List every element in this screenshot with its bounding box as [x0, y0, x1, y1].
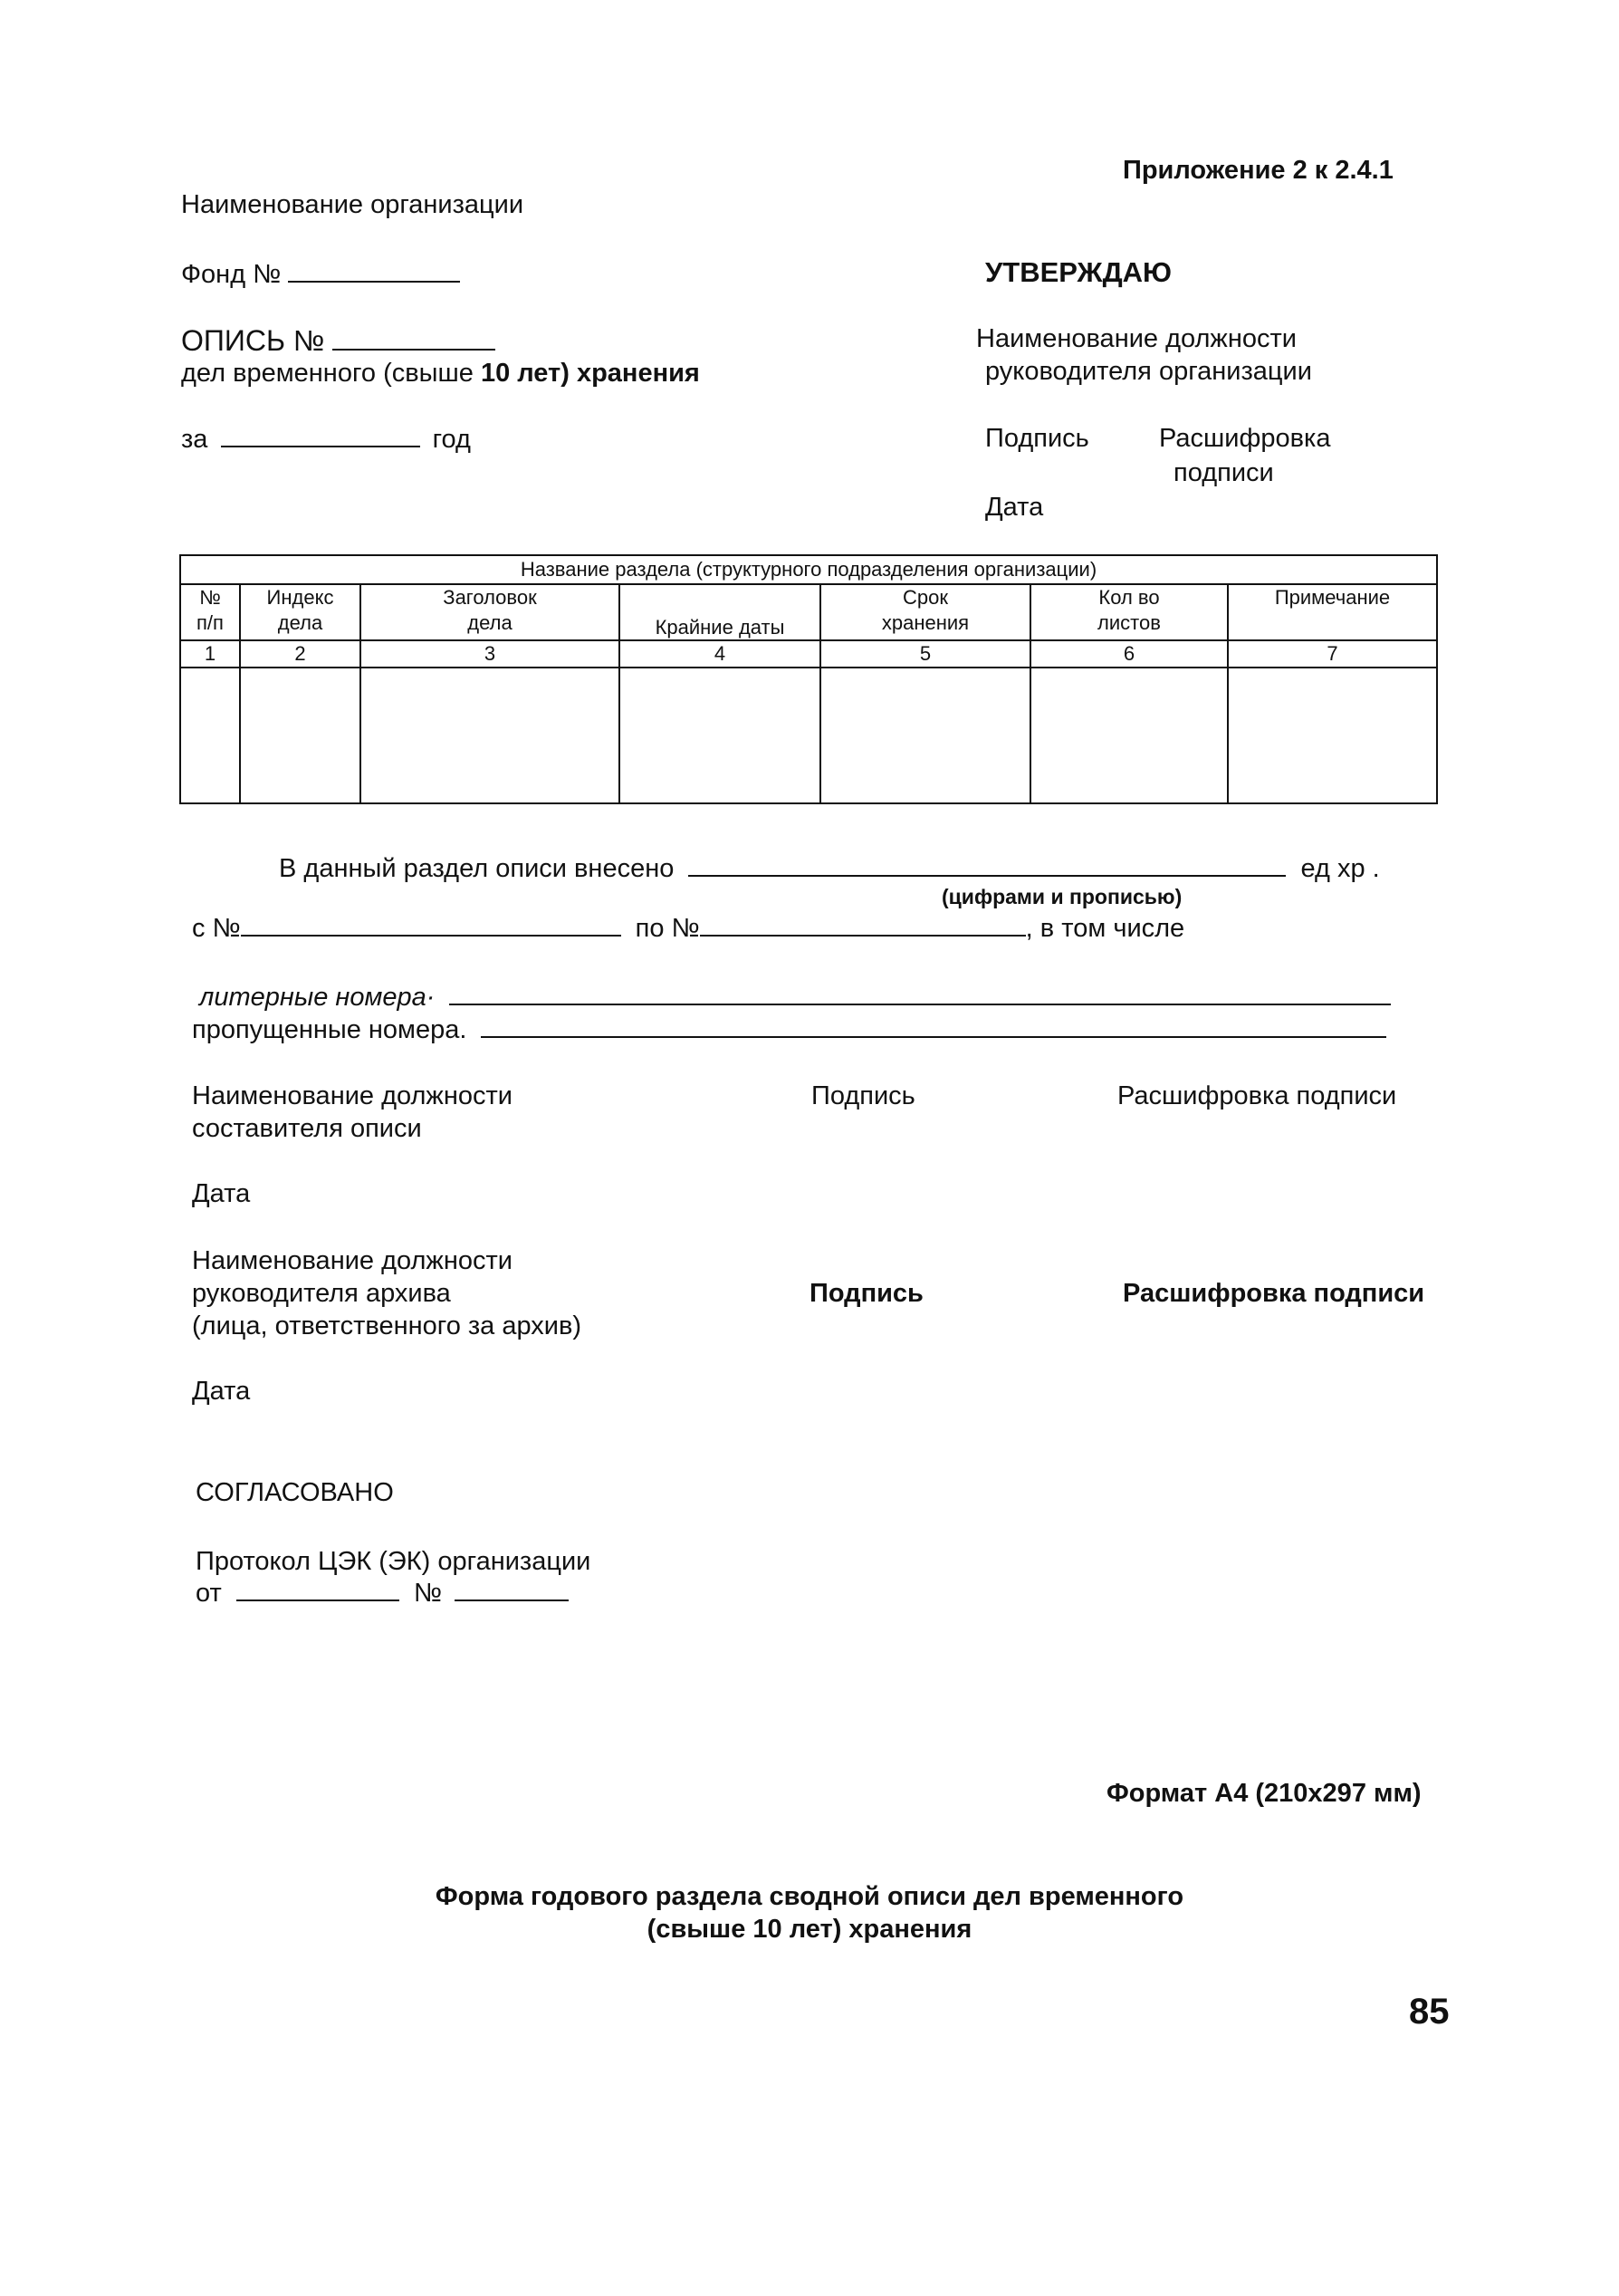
- column-header-dates: [619, 584, 820, 640]
- compiler-signature-label: Подпись: [811, 1081, 915, 1110]
- column-header-number-line1: №: [199, 586, 221, 609]
- year-prefix: за: [181, 425, 208, 454]
- table-row: [180, 668, 1437, 803]
- agreed-protocol-row: [196, 1576, 569, 1609]
- inventory-desc: [181, 357, 700, 389]
- column-header-title-line2: дела: [467, 610, 513, 634]
- letter-numbers-row: [199, 980, 1391, 1014]
- letter-numbers-label: литерные номера·: [199, 983, 436, 1012]
- table-header-row: [180, 584, 1437, 640]
- column-header-sheets: [1030, 584, 1228, 640]
- column-header-retention: [820, 584, 1030, 640]
- year-row: [181, 422, 471, 456]
- column-number-cell: 7: [1228, 640, 1437, 668]
- archive-decoding-label: Расшифровка подписи: [1123, 1279, 1425, 1308]
- archive-position-line2: руководителя архива: [192, 1279, 451, 1308]
- compiler-position-line1: Наименование должности: [192, 1081, 513, 1110]
- section-title-cell: Название раздела (структурного подразделения организации): [180, 555, 1437, 584]
- column-header-note-line1: Примечание: [1274, 586, 1391, 609]
- entered-unit: ед хр .: [1300, 854, 1380, 883]
- range-to-label: по №: [635, 914, 700, 943]
- archive-date-label: Дата: [192, 1377, 251, 1406]
- form-caption-line2: (свыше 10 лет) хранения: [647, 1915, 972, 1944]
- agreed-protocol: Протокол ЦЭК (ЭК) организации: [196, 1547, 591, 1576]
- agreed-from-label: от: [196, 1579, 222, 1608]
- range-from-field[interactable]: [241, 911, 621, 937]
- format-label: Формат А4 (210x297 мм): [1106, 1779, 1422, 1808]
- approval-decoding-line2: подписи: [1174, 458, 1274, 487]
- year-suffix: год: [432, 425, 471, 454]
- column-header-retention-line1: Срок: [903, 586, 948, 609]
- column-numbers-row: [180, 640, 1437, 668]
- table-cell[interactable]: [619, 668, 820, 803]
- inventory-desc-bold: 10 лет) хранения: [480, 359, 700, 388]
- table-cell[interactable]: [360, 668, 619, 803]
- table-cell[interactable]: [1228, 668, 1437, 803]
- range-to-field[interactable]: [700, 911, 1026, 937]
- agreed-number-field[interactable]: [455, 1576, 569, 1601]
- agreed-title: СОГЛАСОВАНО: [196, 1478, 394, 1507]
- approval-position-line2: руководителя организации: [985, 357, 1312, 386]
- letter-numbers-field[interactable]: [449, 980, 1391, 1005]
- range-row: [192, 911, 1184, 945]
- inventory-row: [181, 322, 495, 359]
- column-number-cell: 4: [619, 640, 820, 668]
- archive-position-line3: (лица, ответственного за архив): [192, 1311, 582, 1340]
- column-header-note: [1228, 584, 1437, 640]
- column-number-cell: 3: [360, 640, 619, 668]
- entered-hint: (цифрами и прописью): [942, 885, 1183, 908]
- section-title-row: [180, 555, 1437, 584]
- fund-number-field[interactable]: [288, 257, 460, 283]
- archive-position-line1: Наименование должности: [192, 1246, 513, 1275]
- approval-decoding-line1: Расшифровка: [1159, 424, 1331, 453]
- org-name-label: Наименование организации: [181, 190, 524, 219]
- table-cell[interactable]: [240, 668, 360, 803]
- column-header-retention-line2: хранения: [881, 610, 970, 634]
- column-number-cell: 5: [820, 640, 1030, 668]
- missing-numbers-row: [192, 1013, 1386, 1046]
- column-header-index-line2: дела: [277, 610, 323, 634]
- approval-date-label: Дата: [985, 493, 1044, 522]
- column-header-number: [180, 584, 240, 640]
- agreed-date-field[interactable]: [236, 1576, 399, 1601]
- inventory-desc-text: дел временного (свыше: [181, 359, 481, 388]
- approval-position-line1: Наименование должности: [976, 324, 1297, 353]
- column-header-title-line1: Заголовок: [443, 586, 537, 609]
- column-header-dates-line2: Крайние даты: [655, 615, 785, 639]
- compiler-date-label: Дата: [192, 1179, 251, 1208]
- fund-label: Фонд №: [181, 260, 282, 289]
- inventory-number-field[interactable]: [332, 325, 495, 351]
- missing-numbers-label: пропущенные номера.: [192, 1015, 467, 1044]
- entered-text: В данный раздел описи внесено: [279, 854, 675, 883]
- range-including: , в том числе: [1025, 914, 1185, 943]
- column-header-title: [360, 584, 619, 640]
- approval-title: УТВЕРЖДАЮ: [985, 256, 1173, 288]
- agreed-number-label: №: [413, 1579, 443, 1608]
- compiler-decoding-label: Расшифровка подписи: [1117, 1081, 1397, 1110]
- range-from-label: с №: [192, 914, 241, 943]
- entered-row: [279, 851, 1380, 885]
- column-number-cell: 2: [240, 640, 360, 668]
- page-number: 85: [1409, 1992, 1450, 2032]
- approval-signature-label: Подпись: [985, 424, 1089, 453]
- inventory-table: [179, 554, 1438, 804]
- missing-numbers-field[interactable]: [481, 1013, 1386, 1038]
- fund-row: [181, 257, 460, 291]
- column-header-sheets-line1: Кол во: [1098, 586, 1160, 609]
- column-header-sheets-line2: листов: [1097, 610, 1161, 634]
- column-number-cell: 1: [180, 640, 240, 668]
- table-cell[interactable]: [1030, 668, 1228, 803]
- column-number-cell: 6: [1030, 640, 1228, 668]
- table-cell[interactable]: [180, 668, 240, 803]
- table-cell[interactable]: [820, 668, 1030, 803]
- entered-count-field[interactable]: [688, 851, 1286, 877]
- column-header-number-line2: п/п: [196, 610, 224, 634]
- archive-signature-label: Подпись: [810, 1279, 924, 1308]
- year-field[interactable]: [221, 422, 420, 447]
- compiler-position-line2: составителя описи: [192, 1114, 422, 1143]
- inventory-label: ОПИСЬ №: [181, 324, 325, 357]
- appendix-label: Приложение 2 к 2.4.1: [1123, 156, 1394, 185]
- column-header-index-line1: Индекс: [266, 586, 334, 609]
- column-header-index: [240, 584, 360, 640]
- form-caption-line1: Форма годового раздела сводной описи дел временного: [435, 1882, 1184, 1911]
